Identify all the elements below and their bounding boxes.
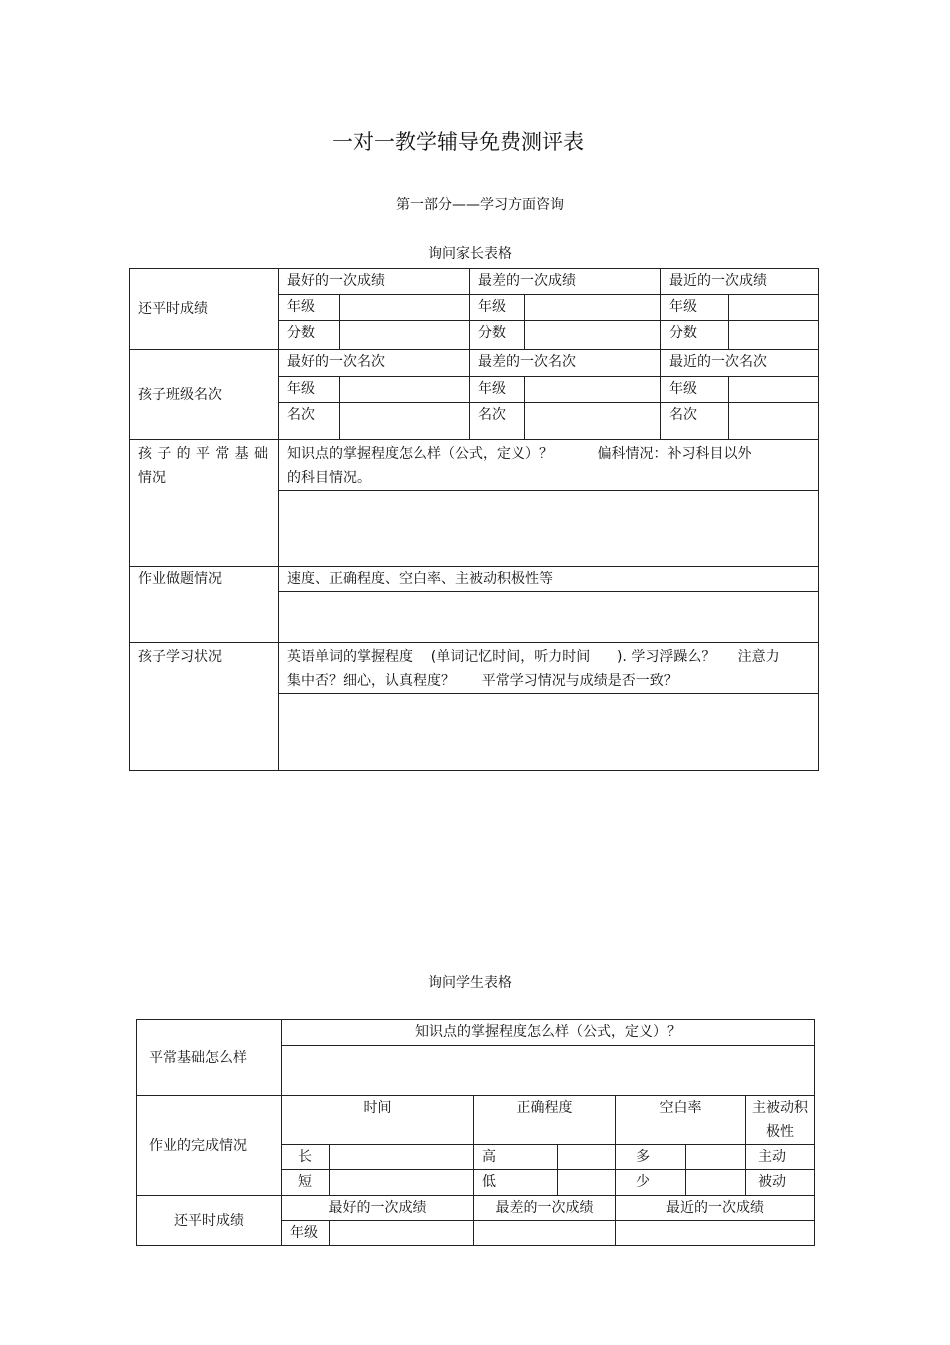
worst-score-header: 最差的一次成绩 [470, 269, 661, 295]
basics-prompt-line1: 知识点的掌握程度怎么样（公式，定义）？ 偏科情况：补习科目以外 [287, 446, 752, 462]
student-scores-label: 还平时成绩 [137, 1196, 282, 1246]
basics-answer-field[interactable] [279, 491, 819, 567]
student-basics-label: 平常基础怎么样 [137, 1020, 282, 1096]
blank-rate-header: 空白率 [616, 1096, 746, 1145]
grade-label: 年级 [661, 377, 729, 403]
grade-label: 年级 [661, 295, 729, 321]
study-prompt-line1: 英语单词的掌握程度 (单词记忆时间，听力时间 ). 学习浮躁么？ 注意力 [287, 649, 780, 665]
parent-table-caption: 询问家长表格 [428, 246, 512, 262]
rank-row-label: 名次 [470, 403, 525, 440]
best-rank-header: 最好的一次名次 [279, 350, 470, 377]
basics-prompt-line2: 的科目情况。 [287, 470, 371, 486]
accuracy-low-field[interactable] [558, 1170, 616, 1196]
homework-prompt: 速度、正确程度、空白率、主被动积极性等 [279, 567, 819, 592]
option-short: 短 [282, 1170, 330, 1196]
blank-many-field[interactable] [686, 1145, 746, 1170]
time-long-field[interactable] [330, 1145, 474, 1170]
section-heading: 第一部分——学习方面咨询 [396, 197, 564, 213]
basics-prompt [279, 440, 819, 491]
score-label: 分数 [661, 321, 729, 350]
study-prompt [279, 643, 819, 694]
best-score-header: 最好的一次成绩 [279, 269, 470, 295]
recent-rank-header: 最近的一次名次 [661, 350, 819, 377]
best-score-field[interactable] [340, 321, 470, 350]
study-answer-field[interactable] [279, 694, 819, 771]
student-table-caption: 询问学生表格 [428, 975, 512, 991]
study-label: 孩子学习状况 [130, 643, 279, 771]
rank-row-label: 名次 [661, 403, 729, 440]
student-best-grade-field[interactable] [330, 1221, 474, 1246]
time-header: 时间 [282, 1096, 474, 1145]
basics-label [130, 440, 279, 567]
worst-rank-grade-field[interactable] [525, 377, 661, 403]
student-grade-label: 年级 [282, 1221, 330, 1246]
study-prompt-line2: 集中否？细心，认真程度？ 平常学习情况与成绩是否一致？ [287, 673, 678, 689]
student-homework-label: 作业的完成情况 [137, 1096, 282, 1196]
page-title: 一对一教学辅导免费测评表 [332, 130, 584, 154]
option-long: 长 [282, 1145, 330, 1170]
student-recent-score-header: 最近的一次成绩 [616, 1196, 815, 1221]
student-form-table [136, 1019, 815, 1246]
student-worst-score-header: 最差的一次成绩 [474, 1196, 616, 1221]
accuracy-header: 正确程度 [474, 1096, 616, 1145]
student-worst-grade-field[interactable] [474, 1221, 616, 1246]
option-many: 多 [616, 1145, 686, 1170]
option-active: 主动 [746, 1145, 815, 1170]
homework-label: 作业做题情况 [130, 567, 279, 643]
grade-label: 年级 [279, 295, 340, 321]
worst-score-field[interactable] [525, 321, 661, 350]
option-few: 少 [616, 1170, 686, 1196]
rank-row-label: 名次 [279, 403, 340, 440]
grade-label: 年级 [279, 377, 340, 403]
option-high: 高 [474, 1145, 558, 1170]
basics-label-line1: 孩 子 的 平 常 基 础 [138, 446, 268, 462]
score-label: 分数 [470, 321, 525, 350]
grade-label: 年级 [470, 377, 525, 403]
best-rank-grade-field[interactable] [340, 377, 470, 403]
worst-rank-header: 最差的一次名次 [470, 350, 661, 377]
recent-rank-field[interactable] [729, 403, 819, 440]
student-best-score-header: 最好的一次成绩 [282, 1196, 474, 1221]
grade-label: 年级 [470, 295, 525, 321]
blank-few-field[interactable] [686, 1170, 746, 1196]
best-rank-field[interactable] [340, 403, 470, 440]
parent-form-table [129, 268, 819, 771]
scores-label: 还平时成绩 [130, 269, 279, 350]
best-grade-field[interactable] [340, 295, 470, 321]
recent-rank-grade-field[interactable] [729, 377, 819, 403]
recent-grade-field[interactable] [729, 295, 819, 321]
homework-answer-field[interactable] [279, 592, 819, 643]
initiative-header: 主被动积极性 [746, 1096, 815, 1145]
worst-grade-field[interactable] [525, 295, 661, 321]
recent-score-field[interactable] [729, 321, 819, 350]
recent-score-header: 最近的一次成绩 [661, 269, 819, 295]
option-low: 低 [474, 1170, 558, 1196]
student-basics-prompt: 知识点的掌握程度怎么样（公式，定义）？ [282, 1020, 815, 1046]
accuracy-high-field[interactable] [558, 1145, 616, 1170]
basics-label-line2: 情况 [138, 470, 166, 486]
student-basics-answer-field[interactable] [282, 1046, 815, 1096]
time-short-field[interactable] [330, 1170, 474, 1196]
option-passive: 被动 [746, 1170, 815, 1196]
worst-rank-field[interactable] [525, 403, 661, 440]
score-label: 分数 [279, 321, 340, 350]
rank-label: 孩子班级名次 [130, 350, 279, 440]
student-recent-grade-field[interactable] [616, 1221, 815, 1246]
